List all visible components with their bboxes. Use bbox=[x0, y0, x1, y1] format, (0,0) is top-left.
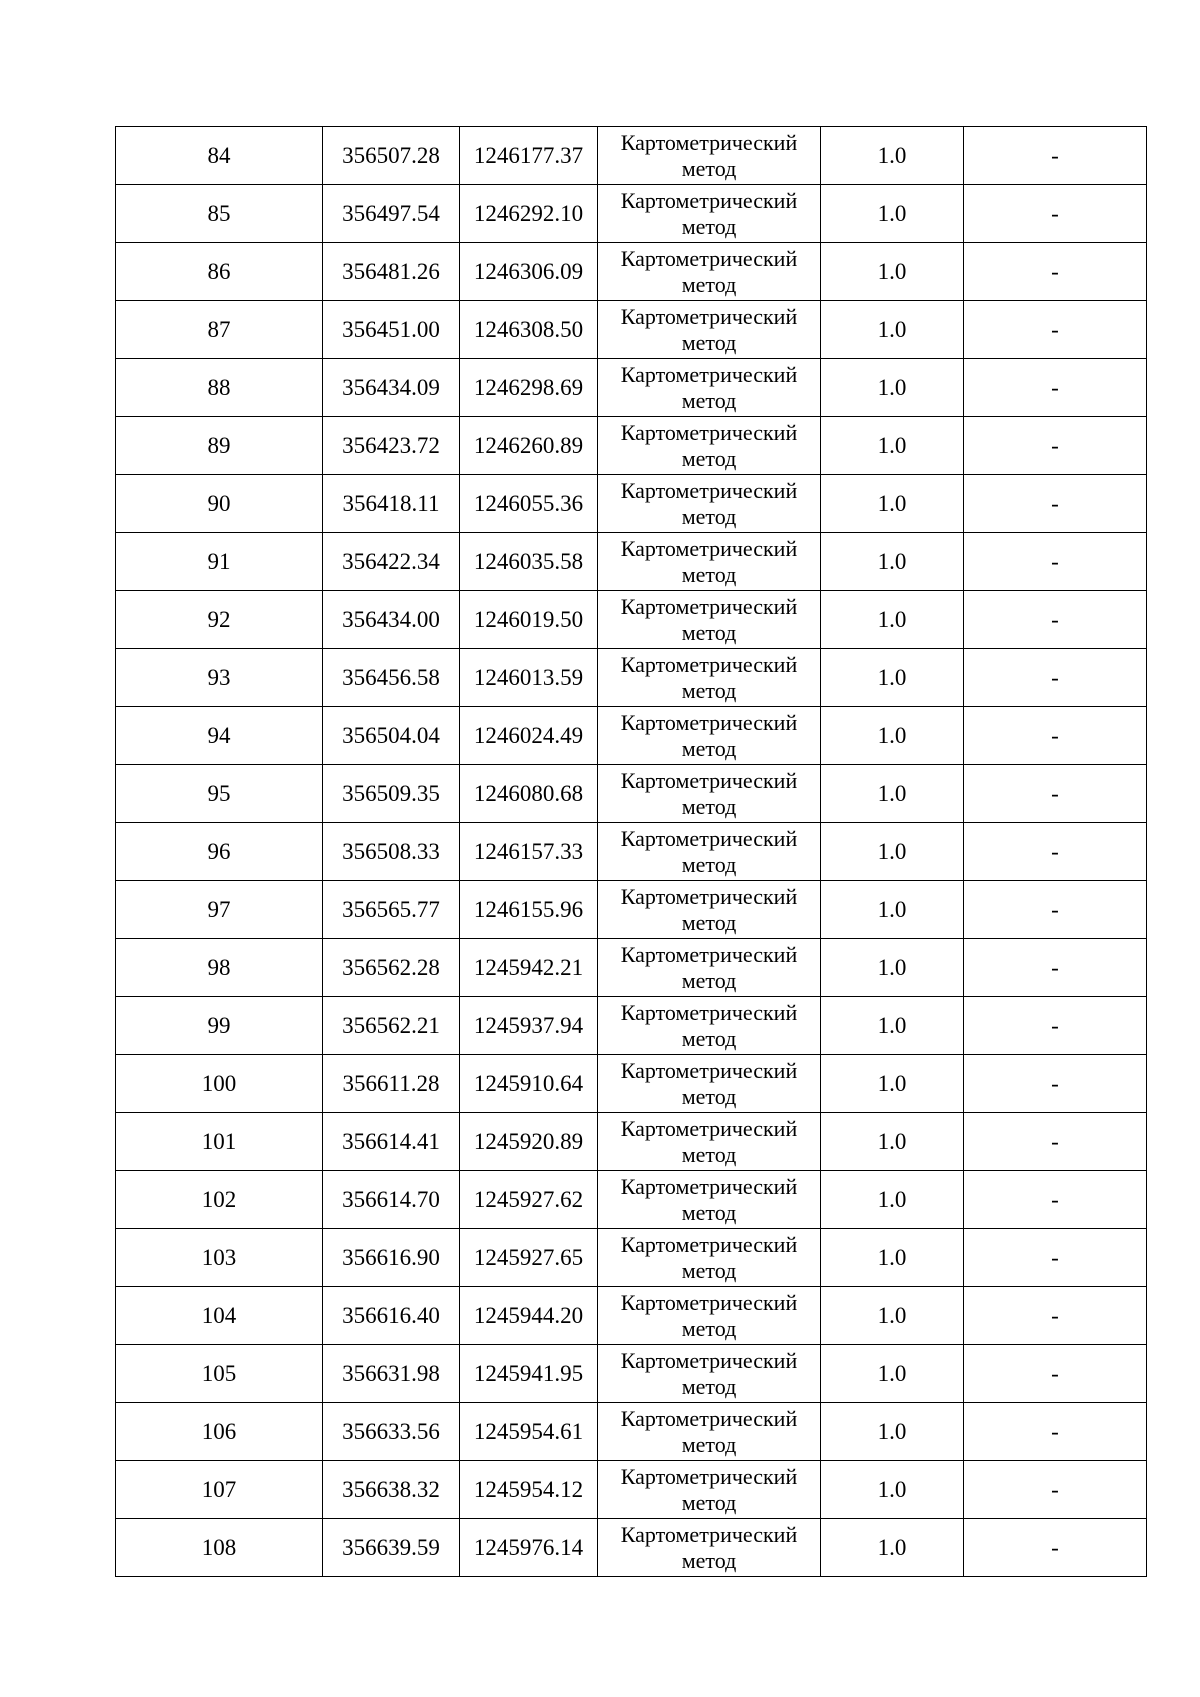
table-row bbox=[116, 997, 1147, 1055]
method-label-line1: Картометрический bbox=[620, 1405, 798, 1431]
accuracy-cell: 1.0 bbox=[821, 1287, 964, 1345]
note-cell: - bbox=[964, 939, 1147, 997]
note-cell: - bbox=[964, 881, 1147, 939]
y-coordinate-cell: 1245976.14 bbox=[460, 1519, 598, 1577]
y-coordinate-cell: 1245944.20 bbox=[460, 1287, 598, 1345]
y-coordinate-cell: 1246155.96 bbox=[460, 881, 598, 939]
y-coordinate-cell: 1245927.65 bbox=[460, 1229, 598, 1287]
method-cell bbox=[598, 765, 821, 823]
y-coordinate-cell: 1246177.37 bbox=[460, 127, 598, 185]
method-cell bbox=[598, 301, 821, 359]
method-label-line2: метод bbox=[681, 851, 737, 877]
y-coordinate-cell: 1246055.36 bbox=[460, 475, 598, 533]
x-coordinate-cell: 356418.11 bbox=[323, 475, 460, 533]
point-number-cell: 87 bbox=[116, 301, 323, 359]
accuracy-cell: 1.0 bbox=[821, 475, 964, 533]
note-cell: - bbox=[964, 1461, 1147, 1519]
point-number-cell: 88 bbox=[116, 359, 323, 417]
table-row bbox=[116, 417, 1147, 475]
table-row bbox=[116, 823, 1147, 881]
accuracy-cell: 1.0 bbox=[821, 707, 964, 765]
coordinates-table bbox=[115, 126, 1147, 1577]
point-number-cell: 98 bbox=[116, 939, 323, 997]
x-coordinate-cell: 356507.28 bbox=[323, 127, 460, 185]
accuracy-cell: 1.0 bbox=[821, 533, 964, 591]
method-cell bbox=[598, 127, 821, 185]
note-cell: - bbox=[964, 1403, 1147, 1461]
accuracy-cell: 1.0 bbox=[821, 1519, 964, 1577]
point-number-cell: 84 bbox=[116, 127, 323, 185]
x-coordinate-cell: 356638.32 bbox=[323, 1461, 460, 1519]
y-coordinate-cell: 1245954.12 bbox=[460, 1461, 598, 1519]
accuracy-cell: 1.0 bbox=[821, 1055, 964, 1113]
method-label-line1: Картометрический bbox=[620, 1463, 798, 1489]
table-row bbox=[116, 359, 1147, 417]
method-label-line2: метод bbox=[681, 1431, 737, 1457]
table-row bbox=[116, 1229, 1147, 1287]
note-cell: - bbox=[964, 1229, 1147, 1287]
y-coordinate-cell: 1245942.21 bbox=[460, 939, 598, 997]
method-label-line2: метод bbox=[681, 1025, 737, 1051]
method-label-line1: Картометрический bbox=[620, 129, 798, 155]
accuracy-cell: 1.0 bbox=[821, 359, 964, 417]
point-number-cell: 85 bbox=[116, 185, 323, 243]
point-number-cell: 95 bbox=[116, 765, 323, 823]
method-label-line2: метод bbox=[681, 1373, 737, 1399]
table-row bbox=[116, 1519, 1147, 1577]
point-number-cell: 105 bbox=[116, 1345, 323, 1403]
y-coordinate-cell: 1246019.50 bbox=[460, 591, 598, 649]
y-coordinate-cell: 1246013.59 bbox=[460, 649, 598, 707]
y-coordinate-cell: 1245954.61 bbox=[460, 1403, 598, 1461]
method-label-line2: метод bbox=[681, 1257, 737, 1283]
method-label-line2: метод bbox=[681, 445, 737, 471]
accuracy-cell: 1.0 bbox=[821, 765, 964, 823]
method-cell bbox=[598, 823, 821, 881]
x-coordinate-cell: 356497.54 bbox=[323, 185, 460, 243]
note-cell: - bbox=[964, 243, 1147, 301]
method-label-line2: метод bbox=[681, 793, 737, 819]
point-number-cell: 94 bbox=[116, 707, 323, 765]
accuracy-cell: 1.0 bbox=[821, 939, 964, 997]
x-coordinate-cell: 356614.70 bbox=[323, 1171, 460, 1229]
accuracy-cell: 1.0 bbox=[821, 127, 964, 185]
y-coordinate-cell: 1245937.94 bbox=[460, 997, 598, 1055]
table-row bbox=[116, 1171, 1147, 1229]
method-cell bbox=[598, 417, 821, 475]
method-label-line2: метод bbox=[681, 1141, 737, 1167]
method-label-line1: Картометрический bbox=[620, 303, 798, 329]
method-label-line1: Картометрический bbox=[620, 1521, 798, 1547]
x-coordinate-cell: 356562.21 bbox=[323, 997, 460, 1055]
point-number-cell: 91 bbox=[116, 533, 323, 591]
method-label-line2: метод bbox=[681, 387, 737, 413]
point-number-cell: 99 bbox=[116, 997, 323, 1055]
point-number-cell: 100 bbox=[116, 1055, 323, 1113]
method-label-line1: Картометрический bbox=[620, 419, 798, 445]
accuracy-cell: 1.0 bbox=[821, 1229, 964, 1287]
method-label-line2: метод bbox=[681, 1199, 737, 1225]
method-label-line2: метод bbox=[681, 561, 737, 587]
method-cell bbox=[598, 1229, 821, 1287]
method-label-line2: метод bbox=[681, 503, 737, 529]
y-coordinate-cell: 1246080.68 bbox=[460, 765, 598, 823]
accuracy-cell: 1.0 bbox=[821, 185, 964, 243]
note-cell: - bbox=[964, 1171, 1147, 1229]
point-number-cell: 102 bbox=[116, 1171, 323, 1229]
accuracy-cell: 1.0 bbox=[821, 1171, 964, 1229]
method-label-line2: метод bbox=[681, 619, 737, 645]
method-cell bbox=[598, 1519, 821, 1577]
table-row bbox=[116, 939, 1147, 997]
note-cell: - bbox=[964, 823, 1147, 881]
method-label-line1: Картометрический bbox=[620, 767, 798, 793]
point-number-cell: 92 bbox=[116, 591, 323, 649]
accuracy-cell: 1.0 bbox=[821, 417, 964, 475]
x-coordinate-cell: 356639.59 bbox=[323, 1519, 460, 1577]
x-coordinate-cell: 356611.28 bbox=[323, 1055, 460, 1113]
method-label-line1: Картометрический bbox=[620, 999, 798, 1025]
table-row bbox=[116, 765, 1147, 823]
note-cell: - bbox=[964, 185, 1147, 243]
table-row bbox=[116, 243, 1147, 301]
y-coordinate-cell: 1246298.69 bbox=[460, 359, 598, 417]
method-label-line2: метод bbox=[681, 735, 737, 761]
method-cell bbox=[598, 533, 821, 591]
table-row bbox=[116, 1113, 1147, 1171]
method-label-line1: Картометрический bbox=[620, 941, 798, 967]
method-label-line2: метод bbox=[681, 329, 737, 355]
method-cell bbox=[598, 243, 821, 301]
y-coordinate-cell: 1246035.58 bbox=[460, 533, 598, 591]
point-number-cell: 101 bbox=[116, 1113, 323, 1171]
point-number-cell: 103 bbox=[116, 1229, 323, 1287]
x-coordinate-cell: 356481.26 bbox=[323, 243, 460, 301]
method-label-line1: Картометрический bbox=[620, 1347, 798, 1373]
point-number-cell: 89 bbox=[116, 417, 323, 475]
note-cell: - bbox=[964, 1113, 1147, 1171]
method-label-line2: метод bbox=[681, 271, 737, 297]
method-cell bbox=[598, 1403, 821, 1461]
method-label-line1: Картометрический bbox=[620, 709, 798, 735]
note-cell: - bbox=[964, 1519, 1147, 1577]
point-number-cell: 97 bbox=[116, 881, 323, 939]
y-coordinate-cell: 1246306.09 bbox=[460, 243, 598, 301]
x-coordinate-cell: 356631.98 bbox=[323, 1345, 460, 1403]
x-coordinate-cell: 356434.09 bbox=[323, 359, 460, 417]
note-cell: - bbox=[964, 1055, 1147, 1113]
method-cell bbox=[598, 881, 821, 939]
method-label-line2: метод bbox=[681, 1489, 737, 1515]
table-row bbox=[116, 1403, 1147, 1461]
x-coordinate-cell: 356614.41 bbox=[323, 1113, 460, 1171]
x-coordinate-cell: 356562.28 bbox=[323, 939, 460, 997]
method-label-line1: Картометрический bbox=[620, 361, 798, 387]
x-coordinate-cell: 356451.00 bbox=[323, 301, 460, 359]
accuracy-cell: 1.0 bbox=[821, 243, 964, 301]
table-row bbox=[116, 1055, 1147, 1113]
table-row bbox=[116, 301, 1147, 359]
table-row bbox=[116, 475, 1147, 533]
accuracy-cell: 1.0 bbox=[821, 1345, 964, 1403]
method-cell bbox=[598, 185, 821, 243]
method-label-line1: Картометрический bbox=[620, 187, 798, 213]
accuracy-cell: 1.0 bbox=[821, 881, 964, 939]
method-cell bbox=[598, 475, 821, 533]
note-cell: - bbox=[964, 707, 1147, 765]
point-number-cell: 107 bbox=[116, 1461, 323, 1519]
method-label-line2: метод bbox=[681, 677, 737, 703]
accuracy-cell: 1.0 bbox=[821, 649, 964, 707]
accuracy-cell: 1.0 bbox=[821, 591, 964, 649]
method-label-line1: Картометрический bbox=[620, 1115, 798, 1141]
method-label-line1: Картометрический bbox=[620, 245, 798, 271]
note-cell: - bbox=[964, 649, 1147, 707]
point-number-cell: 90 bbox=[116, 475, 323, 533]
x-coordinate-cell: 356616.90 bbox=[323, 1229, 460, 1287]
table-row bbox=[116, 1461, 1147, 1519]
y-coordinate-cell: 1246157.33 bbox=[460, 823, 598, 881]
accuracy-cell: 1.0 bbox=[821, 1461, 964, 1519]
method-cell bbox=[598, 1461, 821, 1519]
method-label-line1: Картометрический bbox=[620, 825, 798, 851]
table-row bbox=[116, 533, 1147, 591]
method-cell bbox=[598, 707, 821, 765]
method-cell bbox=[598, 1287, 821, 1345]
x-coordinate-cell: 356509.35 bbox=[323, 765, 460, 823]
x-coordinate-cell: 356565.77 bbox=[323, 881, 460, 939]
table-row bbox=[116, 707, 1147, 765]
table-row bbox=[116, 1345, 1147, 1403]
method-label-line1: Картометрический bbox=[620, 593, 798, 619]
method-cell bbox=[598, 1171, 821, 1229]
accuracy-cell: 1.0 bbox=[821, 823, 964, 881]
table-row bbox=[116, 649, 1147, 707]
note-cell: - bbox=[964, 301, 1147, 359]
method-label-line2: метод bbox=[681, 155, 737, 181]
method-cell bbox=[598, 1345, 821, 1403]
method-label-line2: метод bbox=[681, 967, 737, 993]
method-label-line1: Картометрический bbox=[620, 1057, 798, 1083]
method-label-line1: Картометрический bbox=[620, 1289, 798, 1315]
method-cell bbox=[598, 997, 821, 1055]
table-row bbox=[116, 881, 1147, 939]
method-cell bbox=[598, 1055, 821, 1113]
point-number-cell: 86 bbox=[116, 243, 323, 301]
x-coordinate-cell: 356434.00 bbox=[323, 591, 460, 649]
table-row bbox=[116, 127, 1147, 185]
method-label-line1: Картометрический bbox=[620, 651, 798, 677]
note-cell: - bbox=[964, 765, 1147, 823]
x-coordinate-cell: 356616.40 bbox=[323, 1287, 460, 1345]
y-coordinate-cell: 1245927.62 bbox=[460, 1171, 598, 1229]
method-label-line2: метод bbox=[681, 909, 737, 935]
point-number-cell: 106 bbox=[116, 1403, 323, 1461]
x-coordinate-cell: 356422.34 bbox=[323, 533, 460, 591]
point-number-cell: 108 bbox=[116, 1519, 323, 1577]
x-coordinate-cell: 356508.33 bbox=[323, 823, 460, 881]
accuracy-cell: 1.0 bbox=[821, 1403, 964, 1461]
method-cell bbox=[598, 939, 821, 997]
x-coordinate-cell: 356423.72 bbox=[323, 417, 460, 475]
y-coordinate-cell: 1245910.64 bbox=[460, 1055, 598, 1113]
method-label-line1: Картометрический bbox=[620, 477, 798, 503]
method-cell bbox=[598, 649, 821, 707]
point-number-cell: 104 bbox=[116, 1287, 323, 1345]
x-coordinate-cell: 356504.04 bbox=[323, 707, 460, 765]
note-cell: - bbox=[964, 591, 1147, 649]
method-label-line1: Картометрический bbox=[620, 1231, 798, 1257]
method-label-line1: Картометрический bbox=[620, 535, 798, 561]
note-cell: - bbox=[964, 359, 1147, 417]
accuracy-cell: 1.0 bbox=[821, 1113, 964, 1171]
note-cell: - bbox=[964, 475, 1147, 533]
method-label-line2: метод bbox=[681, 1547, 737, 1573]
y-coordinate-cell: 1246292.10 bbox=[460, 185, 598, 243]
note-cell: - bbox=[964, 1345, 1147, 1403]
y-coordinate-cell: 1246024.49 bbox=[460, 707, 598, 765]
x-coordinate-cell: 356633.56 bbox=[323, 1403, 460, 1461]
method-label-line2: метод bbox=[681, 1083, 737, 1109]
note-cell: - bbox=[964, 997, 1147, 1055]
note-cell: - bbox=[964, 417, 1147, 475]
point-number-cell: 93 bbox=[116, 649, 323, 707]
note-cell: - bbox=[964, 533, 1147, 591]
point-number-cell: 96 bbox=[116, 823, 323, 881]
x-coordinate-cell: 356456.58 bbox=[323, 649, 460, 707]
y-coordinate-cell: 1246260.89 bbox=[460, 417, 598, 475]
method-cell bbox=[598, 1113, 821, 1171]
y-coordinate-cell: 1246308.50 bbox=[460, 301, 598, 359]
y-coordinate-cell: 1245941.95 bbox=[460, 1345, 598, 1403]
accuracy-cell: 1.0 bbox=[821, 301, 964, 359]
y-coordinate-cell: 1245920.89 bbox=[460, 1113, 598, 1171]
note-cell: - bbox=[964, 127, 1147, 185]
table-row bbox=[116, 591, 1147, 649]
method-label-line1: Картометрический bbox=[620, 883, 798, 909]
method-cell bbox=[598, 591, 821, 649]
table-row bbox=[116, 185, 1147, 243]
method-label-line2: метод bbox=[681, 1315, 737, 1341]
method-cell bbox=[598, 359, 821, 417]
method-label-line1: Картометрический bbox=[620, 1173, 798, 1199]
method-label-line2: метод bbox=[681, 213, 737, 239]
coordinates-table-body bbox=[116, 127, 1147, 1577]
accuracy-cell: 1.0 bbox=[821, 997, 964, 1055]
table-row bbox=[116, 1287, 1147, 1345]
note-cell: - bbox=[964, 1287, 1147, 1345]
